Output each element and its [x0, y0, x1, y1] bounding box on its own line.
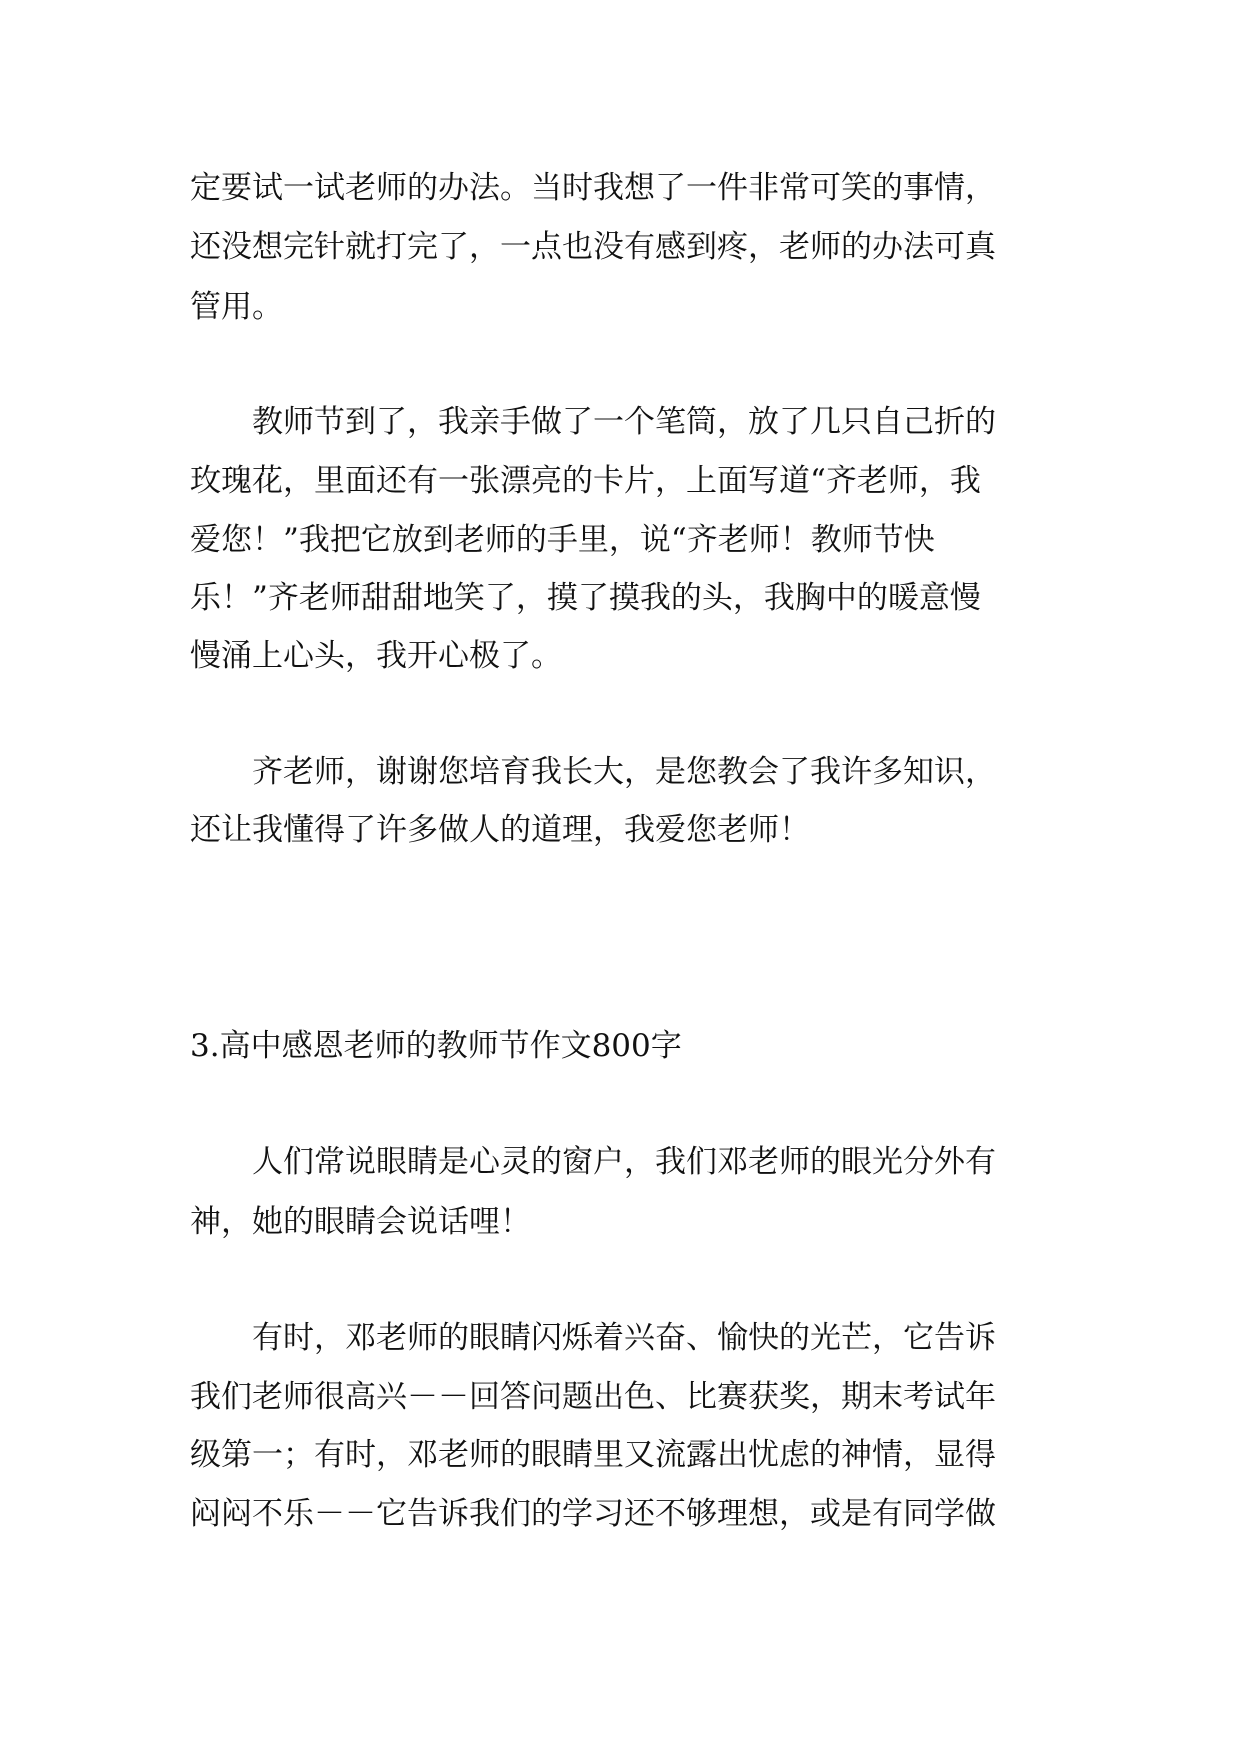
paragraph-1-line-3: 管用。 [190, 289, 283, 325]
section-heading: 3.高中感恩老师的教师节作文800字 [190, 1028, 682, 1064]
paragraph-2-line-2: 玫瑰花，里面还有一张漂亮的卡片，上面写道“齐老师，我 [190, 463, 981, 499]
paragraph-4-line-1: 人们常说眼睛是心灵的窗户，我们邓老师的眼光分外有 [252, 1144, 996, 1180]
paragraph-2-line-4: 乐！”齐老师甜甜地笑了，摸了摸我的头，我胸中的暖意慢 [190, 580, 981, 616]
paragraph-5-line-4: 闷闷不乐－－它告诉我们的学习还不够理想，或是有同学做 [190, 1496, 996, 1532]
paragraph-2-line-1: 教师节到了，我亲手做了一个笔筒，放了几只自己折的 [252, 404, 996, 440]
paragraph-4-line-2: 神，她的眼睛会说话哩！ [190, 1204, 531, 1240]
paragraph-1-line-2: 还没想完针就打完了，一点也没有感到疼，老师的办法可真 [190, 229, 996, 265]
paragraph-2-line-3: 爱您！”我把它放到老师的手里，说“齐老师！教师节快 [190, 522, 935, 558]
paragraph-5-line-2: 我们老师很高兴－－回答问题出色、比赛获奖，期末考试年 [190, 1379, 996, 1415]
paragraph-1-line-1: 定要试一试老师的办法。当时我想了一件非常可笑的事情， [190, 170, 996, 206]
paragraph-3-line-1: 齐老师，谢谢您培育我长大，是您教会了我许多知识， [252, 754, 996, 790]
paragraph-2-line-5: 慢涌上心头，我开心极了。 [190, 638, 562, 674]
paragraph-5-line-3: 级第一；有时，邓老师的眼睛里又流露出忧虑的神情，显得 [190, 1437, 996, 1473]
paragraph-3-line-2: 还让我懂得了许多做人的道理，我爱您老师！ [190, 812, 810, 848]
paragraph-5-line-1: 有时，邓老师的眼睛闪烁着兴奋、愉快的光芒，它告诉 [252, 1320, 996, 1356]
